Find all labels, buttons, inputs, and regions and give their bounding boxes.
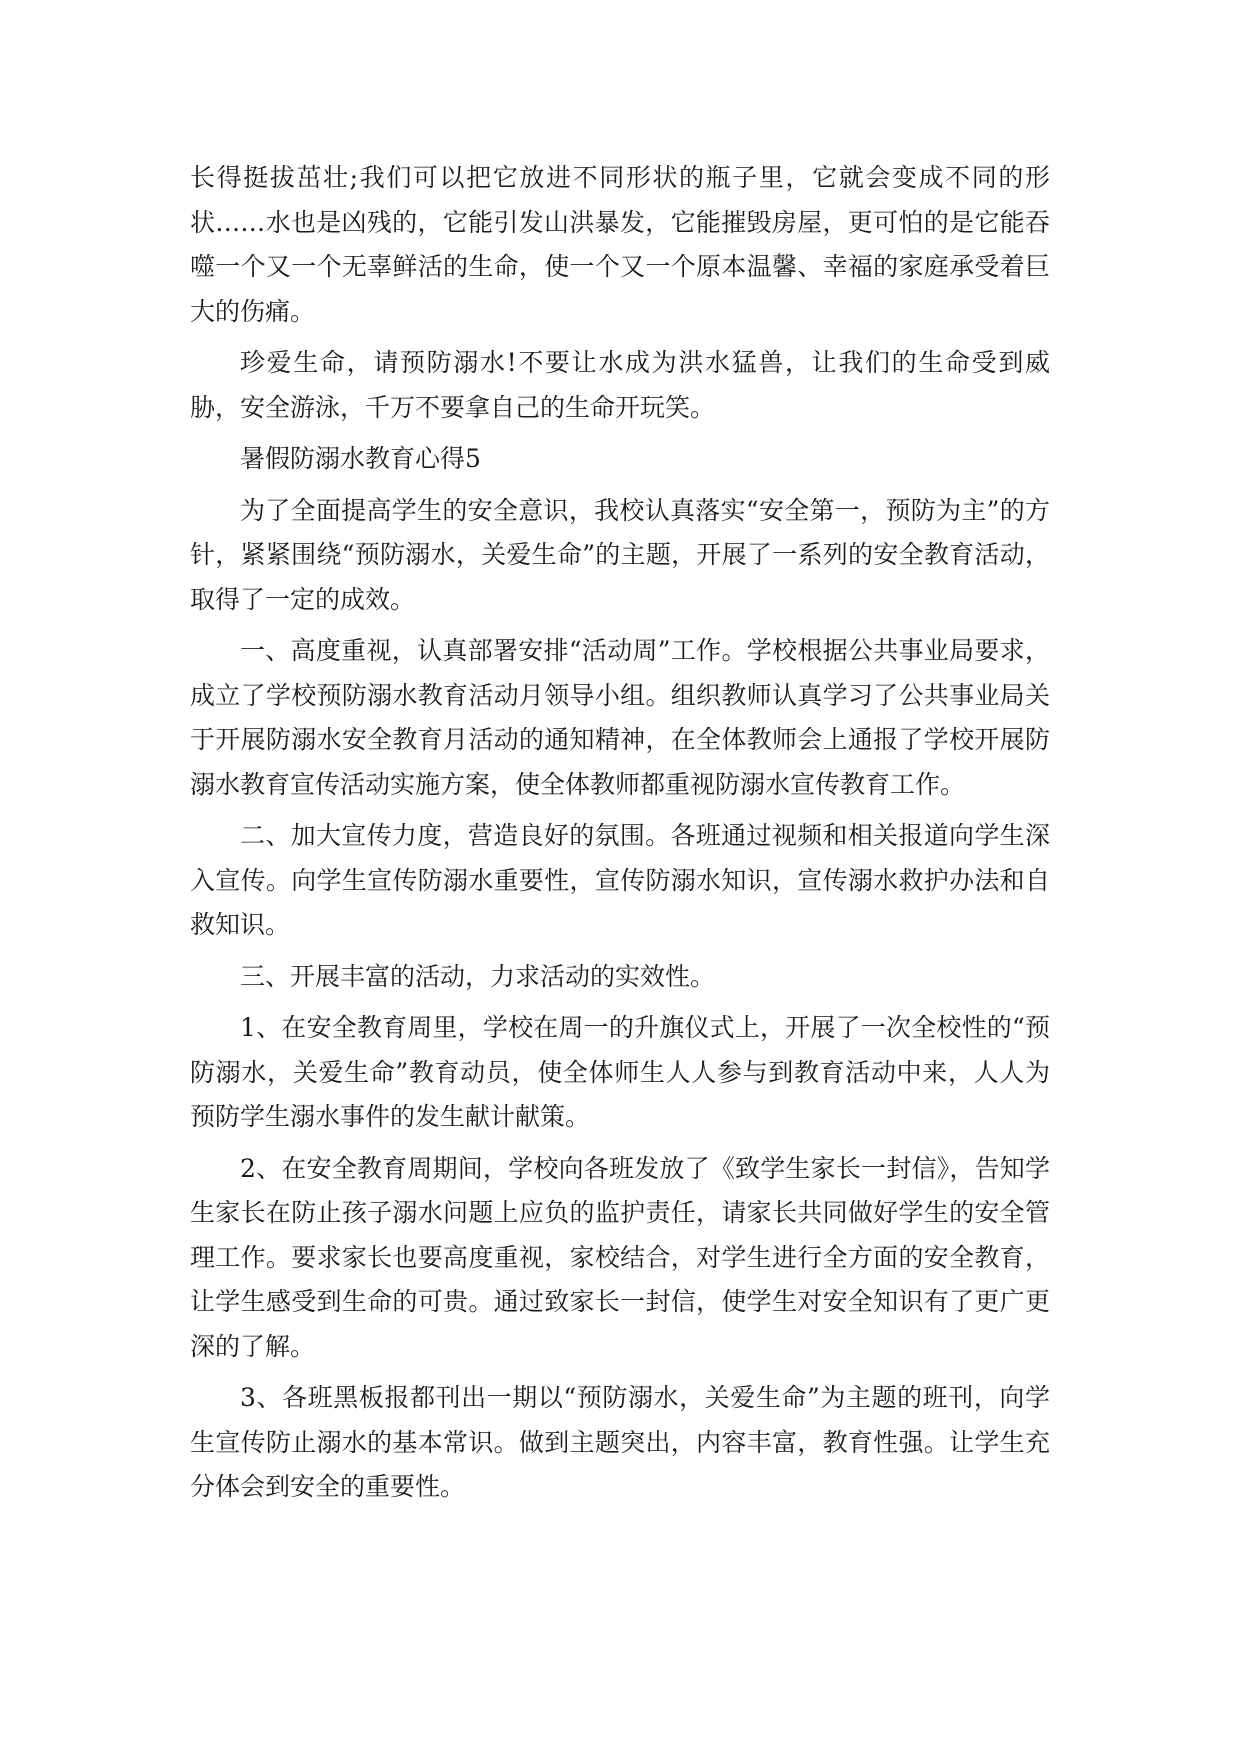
paragraph: 三、开展丰富的活动，力求活动的实效性。 [240,961,716,991]
paragraph: 一、高度重视，认真部署安排“活动周”工作。学校根据公共事业局要求，成立了学校预防溺水教育活动月领导小组。组织教师认真学习了公共事业局关于开展防溺水安全教育月活动的通知精神，在全体教师会上通报了学校开展防溺水教育宣传活动实施方案，使全体教师都重视防溺水宣传教育工作。 [190,636,1050,799]
paragraph: 为了全面提高学生的安全意识，我校认真落实“安全第一，预防为主”的方针，紧紧围绕“预防溺水，关爱生命”的主题，开展了一系列的安全教育活动，取得了一定的成效。 [190,495,1050,614]
document-body [190,156,1050,1517]
section-heading: 暑假防溺水教育心得5 [240,444,481,473]
paragraph: 二、加大宣传力度，营造良好的氛围。各班通过视频和相关报道向学生深入宣传。向学生宣传防溺水重要性，宣传防溺水知识，宣传溺水救护办法和自救知识。 [190,821,1050,939]
paragraph: 1、在安全教育周里，学校在周一的升旗仪式上，开展了一次全校性的“预防溺水，关爱生命”教育动员，使全体师生人人参与到教育活动中来，人人为预防学生溺水事件的发生献计献策。 [190,1013,1050,1131]
paragraph-continuation: 长得挺拔茁壮;我们可以把它放进不同形状的瓶子里，它就会变成不同的形状……水也是凶残的，它能引发山洪暴发，它能摧毁房屋，更可怕的是它能吞噬一个又一个无辜鲜活的生命，使一个又一个原本温馨、幸福的家庭承受着巨大的伤痛。 [190,163,1050,326]
paragraph: 3、各班黑板报都刊出一期以“预防溺水，关爱生命”为主题的班刊，向学生宣传防止溺水的基本常识。做到主题突出，内容丰富，教育性强。让学生充分体会到安全的重要性。 [190,1383,1050,1501]
paragraph: 2、在安全教育周期间，学校向各班发放了《致学生家长一封信》，告知学生家长在防止孩子溺水问题上应负的监护责任，请家长共同做好学生的安全管理工作。要求家长也要高度重视，家校结合，对学生进行全方面的安全教育，让学生感受到生命的可贵。通过致家长一封信，使学生对安全知识有了更广更深的了解。 [190,1153,1050,1361]
paragraph: 珍爱生命，请预防溺水!不要让水成为洪水猛兽，让我们的生命受到威胁，安全游泳，千万不要拿自己的生命开玩笑。 [190,348,1050,422]
